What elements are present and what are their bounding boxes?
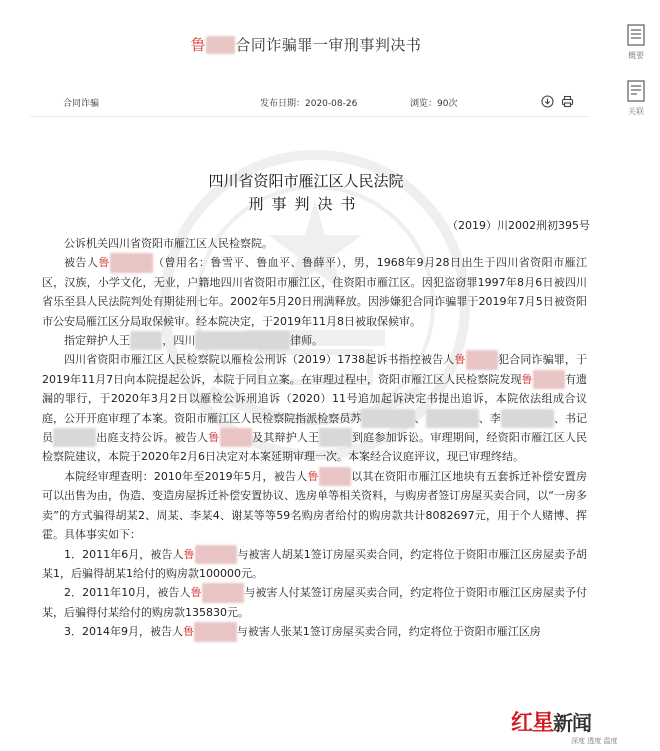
title-text: 合同诈骗罪一审刑事判决书	[235, 36, 422, 54]
redacted-name	[53, 428, 96, 447]
document-summary-icon	[627, 24, 645, 46]
redacted-name	[194, 622, 237, 641]
judgment-body	[42, 234, 587, 642]
logo-wordmark	[511, 706, 591, 737]
redacted-name	[130, 331, 162, 350]
redacted-name	[195, 545, 238, 564]
document-related-icon	[627, 80, 645, 102]
text-segment: ，四川	[162, 334, 196, 348]
defendant-name-red: 鲁	[190, 586, 202, 600]
redacted-name	[110, 253, 153, 272]
text-segment: 四川省资阳市雁江区人民检察院以雁检公刑诉（2019）1738起诉书指控被告人	[64, 353, 455, 367]
defendant-name-red: 鲁	[208, 431, 220, 445]
paragraph-prosecutor: 公诉机关四川省资阳市雁江区人民检察院。	[64, 237, 273, 250]
text-segment: 、	[414, 411, 426, 425]
paragraph-defendant	[42, 253, 587, 331]
text-segment: 3．2014年9月，被告人	[64, 625, 183, 639]
paragraph-procedure	[42, 350, 587, 466]
text-segment: 到庭参加诉讼。审理期间，经资阳市雁江区人民检察院建议，本院于2020年2月6日决定对本案延期审理一次。本案经合议庭评议，现已审理终结。	[42, 431, 588, 464]
paragraph-fact-1	[42, 545, 587, 584]
sidebar-item-summary[interactable]	[620, 24, 652, 61]
publish-date: 发布日期：2020-08-26	[260, 99, 358, 109]
text-segment: 有遗漏的罪行，于2020年3月2日以雁检公诉刑追诉（2020）11号追加起诉决定书提出追诉，本院依法组成合议庭，公开开庭审理了本案。资阳市雁江区人民检察院指派检察员苏	[42, 372, 588, 425]
text-segment: 、书记员	[42, 411, 588, 445]
paragraph-findings	[42, 467, 587, 545]
text-segment: 出庭支持公诉。被告人	[96, 431, 209, 445]
redacted-name	[501, 409, 554, 428]
text-segment: 指定辩护人王	[64, 334, 130, 348]
text-segment: 被告人	[64, 256, 99, 270]
header-divider	[30, 116, 590, 117]
title-name-red: 鲁	[190, 36, 207, 54]
text-segment: 、李	[478, 411, 501, 425]
text-segment: 律师。	[290, 334, 324, 348]
text-segment: 与被害人胡某1签订房屋买卖合同，约定将位于资阳市雁江区房屋卖予胡某1，后骗得胡某1给付的购房款100000元。	[42, 547, 588, 580]
logo-red-text: 红星	[511, 710, 554, 736]
logo-dark-text: 新闻	[553, 711, 592, 735]
redacted-name	[361, 409, 414, 428]
redacted-name	[319, 428, 351, 447]
red-star-news-logo	[511, 706, 657, 748]
meta-bar	[0, 96, 612, 110]
redacted-name	[220, 428, 252, 447]
text-segment: 1．2011年6月，被告人	[64, 547, 184, 561]
text-segment: 以其在资阳市雁江区地块有五套拆迁补偿安置房可以出售为由，伪造、变造房屋拆迁补偿安置协议、选房单等相关资料，与购房者签订房屋买卖合同，以“一房多卖”的方式骗得胡某2、周某、李某4、谢某等等59名购房者给付的购房款共计8082697元，用于个人赌博、挥霍。具体事实如下：	[42, 469, 587, 542]
page-title	[0, 34, 612, 55]
print-icon[interactable]	[561, 95, 574, 108]
case-number: （2019）川2002刑初395号	[447, 219, 590, 232]
defendant-name-red: 鲁	[454, 353, 466, 367]
defendant-name-red: 鲁	[183, 547, 195, 561]
text-segment: （曾用名：鲁雪平、鲁血平、鲁薛平），男，1968年9月28日出生于四川省资阳市雁江区，汉族，小学文化，无业，户籍地四川省资阳市雁江区，住资阳市雁江区。因犯盗窃罪1997年8月6日被四川省乐至县人民法院判处有期徒刑七年。2002年5月20日刑满释放。因涉嫌犯合同诈骗罪于2019年7月5日被资阳市公安局雁江区分局取保候审。经本院决定，于2019年11月8日被取保候审。	[42, 256, 588, 328]
redacted-name	[533, 370, 565, 389]
defendant-name-red: 鲁	[307, 469, 319, 483]
paragraph-fact-2	[42, 583, 587, 622]
sidebar-item-label: 概要	[628, 51, 644, 60]
document-type: 刑事判决书	[248, 195, 364, 213]
text-segment: 与被害人付某签订房屋买卖合同，约定将位于资阳市雁江区房屋卖予付某，后骗得付某给付的购房款135830元。	[42, 586, 587, 619]
text-segment: 及其辩护人王	[251, 431, 320, 445]
logo-slogan: 深度 透度 温度	[571, 737, 618, 745]
paragraph-defender	[42, 331, 587, 350]
redacted-name	[319, 467, 351, 486]
sidebar-item-label: 关联	[628, 107, 644, 116]
redacted-name	[202, 583, 245, 602]
redacted-name	[426, 409, 479, 428]
text-segment: 2．2011年10月，被告人	[64, 586, 191, 600]
defendant-name-red: 鲁	[98, 256, 110, 270]
category-label[interactable]: 合同诈骗	[63, 99, 100, 109]
text-segment: 本院经审理查明：2010年至2019年5月，被告人	[64, 469, 308, 483]
text-segment: 与被害人张某1签订房屋买卖合同，约定将位于资阳市雁江区房	[236, 625, 541, 639]
download-icon[interactable]	[541, 95, 554, 108]
text-segment: 犯合同诈骗罪，于2019年11月7日向本院提起公诉，本院于同日立案。在审理过程中，资阳市雁江区人民检察院发现	[42, 353, 587, 386]
view-count: 浏览：90次	[410, 99, 458, 109]
redacted-name	[195, 331, 290, 350]
defendant-name-red: 鲁	[183, 625, 194, 639]
redacted-name	[466, 350, 498, 369]
redacted-name	[206, 36, 235, 54]
court-name: 四川省资阳市雁江区人民法院	[208, 172, 404, 190]
sidebar-item-related[interactable]	[620, 80, 652, 117]
paragraph-fact-3	[42, 622, 587, 641]
right-sidebar	[612, 0, 660, 751]
defendant-name-red: 鲁	[521, 372, 533, 386]
